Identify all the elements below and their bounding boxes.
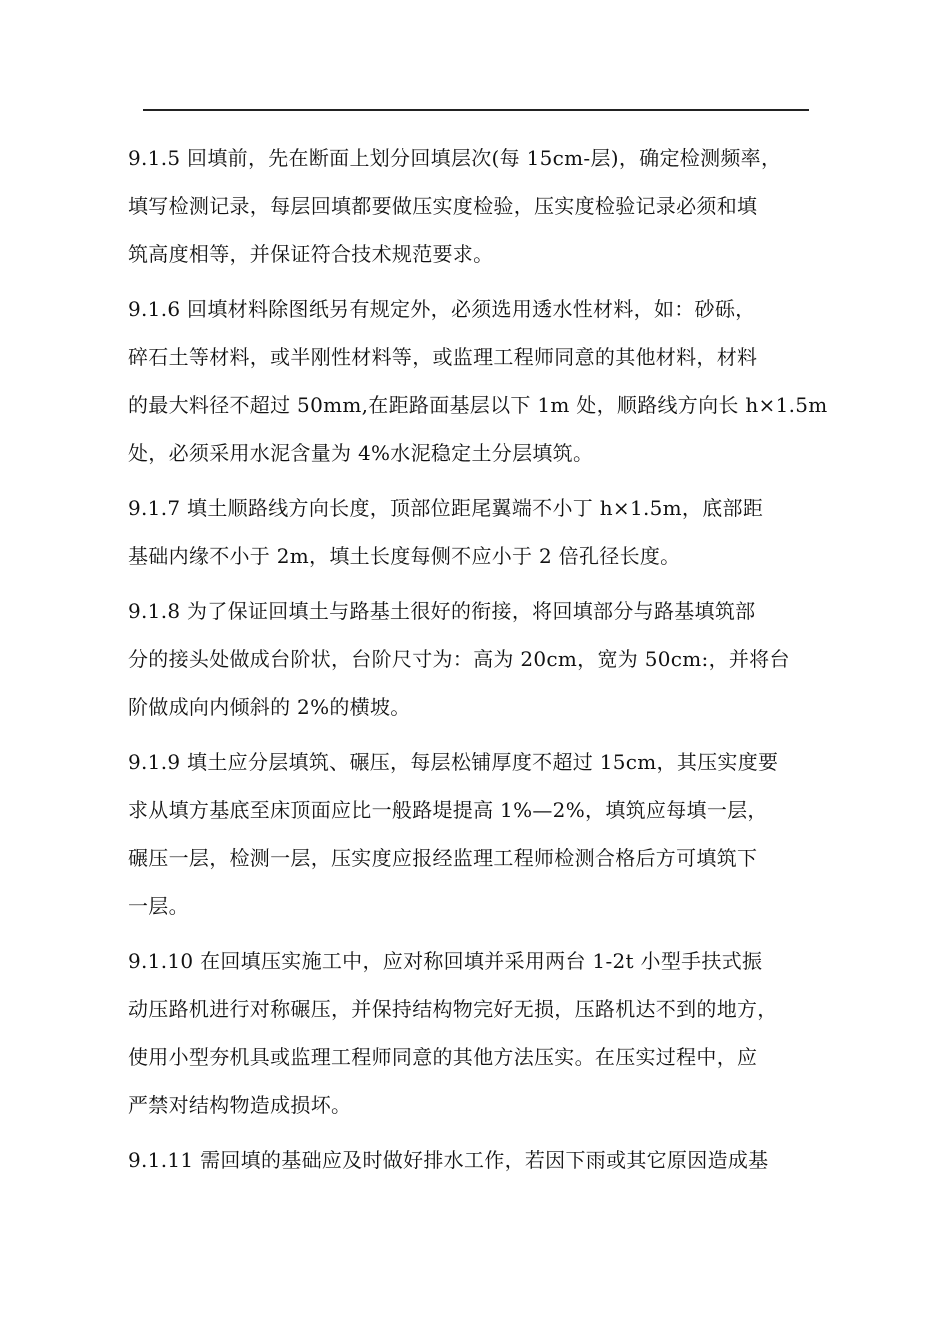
text-line: 使用小型夯机具或监理工程师同意的其他方法压实。在压实过程中，应 bbox=[128, 1045, 758, 1069]
text-line: 9.1.9 填土应分层填筑、碾压，每层松铺厚度不超过 15cm，其压实度要 bbox=[128, 750, 779, 774]
text-line: 处，必须采用水泥含量为 4%水泥稳定土分层填筑。 bbox=[128, 441, 594, 465]
text-line: 9.1.10 在回填压实施工中，应对称回填并采用两台 1-2t 小型手扶式振 bbox=[128, 949, 763, 973]
paragraph-9-1-10 bbox=[128, 937, 828, 1129]
text-line: 求从填方基底至床顶面应比一般路堤提高 1%—2%，填筑应每填一层， bbox=[128, 798, 768, 822]
text-line: 严禁对结构物造成损坏。 bbox=[128, 1093, 352, 1117]
text-line: 基础内缘不小于 2m，填土长度每侧不应小于 2 倍孔径长度。 bbox=[128, 544, 681, 568]
text-line: 动压路机进行对称碾压，并保持结构物完好无损，压路机达不到的地方， bbox=[128, 997, 778, 1021]
text-line: 9.1.5 回填前，先在断面上划分回填层次(每 15cm-层)，确定检测频率， bbox=[128, 146, 782, 170]
text-line: 填写检测记录，每层回填都要做压实度检验，压实度检验记录必须和填 bbox=[128, 194, 758, 218]
text-line: 阶做成向内倾斜的 2%的横坡。 bbox=[128, 695, 411, 719]
paragraph-9-1-9 bbox=[128, 738, 828, 930]
text-line: 9.1.11 需回填的基础应及时做好排水工作，若因下雨或其它原因造成基 bbox=[128, 1148, 769, 1172]
text-line: 9.1.8 为了保证回填土与路基土很好的衔接，将回填部分与路基填筑部 bbox=[128, 599, 756, 623]
text-line: 9.1.7 填土顺路线方向长度，顶部位距尾翼端不小丁 h×1.5m，底部距 bbox=[128, 496, 764, 520]
paragraph-9-1-8 bbox=[128, 587, 828, 731]
text-line: 筑高度相等，并保证符合技术规范要求。 bbox=[128, 242, 494, 266]
paragraph-9-1-7 bbox=[128, 484, 828, 580]
paragraph-9-1-5 bbox=[128, 134, 828, 278]
text-line: 9.1.6 回填材料除图纸另有规定外，必须选用透水性材料，如：砂砾， bbox=[128, 297, 756, 321]
text-line: 碎石土等材料，或半刚性材料等，或监理工程师同意的其他材料，材料 bbox=[128, 345, 758, 369]
document-body bbox=[128, 134, 828, 1184]
text-line: 分的接头处做成台阶状，台阶尺寸为：高为 20cm，宽为 50cm:，并将台 bbox=[128, 647, 790, 671]
header-rule bbox=[143, 109, 809, 111]
text-line: 的最大料径不超过 50mm,在距路面基层以下 1m 处，顺路线方向长 h×1.5m bbox=[128, 393, 828, 417]
paragraph-9-1-6 bbox=[128, 285, 828, 477]
text-line: 一层。 bbox=[128, 894, 189, 918]
text-line: 碾压一层，检测一层，压实度应报经监理工程师检测合格后方可填筑下 bbox=[128, 846, 758, 870]
paragraph-9-1-11 bbox=[128, 1136, 828, 1184]
